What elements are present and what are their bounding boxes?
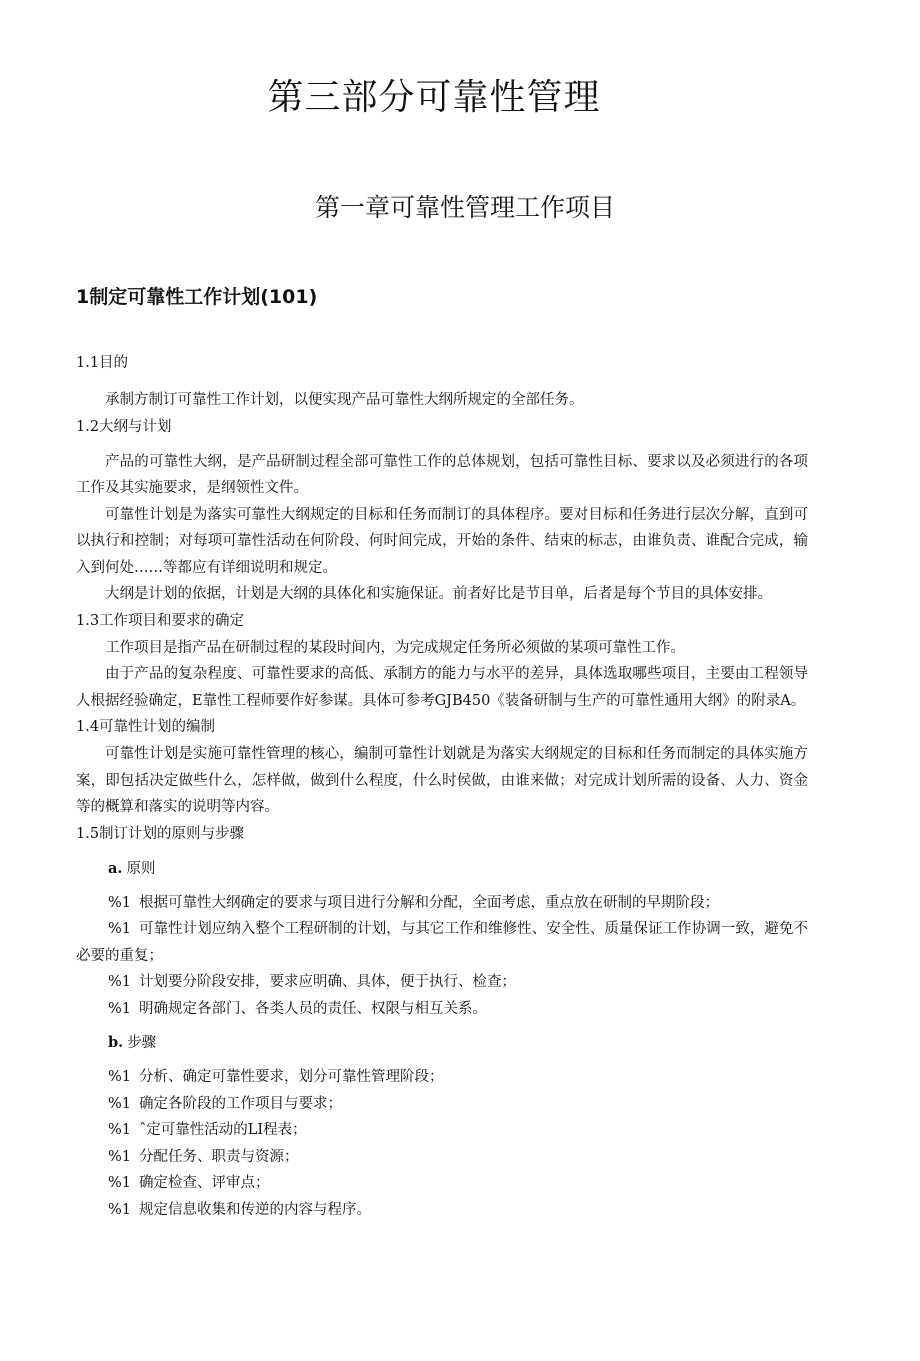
subsection-heading-1-4: 1.4可靠性计划的编制 (76, 719, 216, 735)
paragraph-selection: 由于产品的复杂程度、可靠性要求的高低、承制方的能力与水平的差异，具体选取哪些项目，主要由工程领导人根据经验确定，E靠性工程师要作好参谋。具体可参考GJB450《装备研制与生产的可靠性通用大纲》的附录A。 (76, 666, 808, 709)
list-item: %1 分配任务、职责与资源； (108, 1148, 299, 1165)
subsection-heading-1-5: 1.5制订计划的原则与步骤 (76, 825, 245, 842)
list-item: %1 明确规定各部门、各类人员的责任、权限与相互关系。 (108, 1000, 488, 1017)
list-item: %1 计划要分阶段安排，要求应明确、具体，便于执行、检查； (108, 974, 517, 990)
section-title: 1制定可靠性工作计划(101) (76, 286, 318, 308)
subsection-heading-1-2: 1.2大纲与计划 (76, 418, 172, 435)
subsection-heading-1-3: 1.3工作项目和要求的确定 (76, 612, 245, 629)
list-item: %1 根据可靠性大纲确定的要求与项目进行分解和分配，全面考虑，重点放在研制的早期阶段； (108, 894, 720, 911)
paragraph-work-items: 工作项目是指产品在研制过程的某段时间内，为完成规定任务所必须做的某项可靠性工作。 (105, 639, 685, 656)
steps-heading: b. 步骤 (108, 1034, 157, 1051)
list-item: %1 分析、确定可靠性要求，划分可靠性管理阶段； (108, 1069, 444, 1085)
principles-heading: a. 原则 (108, 859, 156, 877)
list-item: %1 规定信息收集和传逆的内容与程序。 (108, 1201, 372, 1218)
paragraph-purpose: 承制方制订可靠性工作计划，以便实现产品可靠性大纲所规定的全部任务。 (105, 392, 584, 408)
list-item: %1 ˆ定可靠性活动的LI程表； (108, 1122, 307, 1138)
document-body (76, 350, 808, 1223)
part-title: 第三部分可靠性管理 (267, 77, 601, 118)
chapter-title: 第一章可靠性管理工作项目 (314, 193, 615, 222)
paragraph-relation: 大纲是计划的依据，计划是大纲的具体化和实施保证。前者好比是节目单，后者是每个节目的具体安排。 (105, 586, 772, 602)
paragraph-plan: 可靠性计划是为落实可靠性大纲规定的目标和任务而制订的具体程序。要对目标和任务进行层次分解，直到可以执行和控制；对每项可靠性活动在何阶段、何时间完成，开始的条件、结束的标志，由谁负责、谁配合完成，输入到何处……等都应有详细说明和规定。 (76, 506, 808, 576)
paragraph-outline: 产品的可靠性大纲，是产品研制过程全部可靠性工作的总体规划，包括可靠性目标、要求以及必须进行的各项工作及其实施要求，是纲领性文件。 (76, 453, 808, 496)
list-item: %1 确定检查、评审点； (108, 1175, 270, 1191)
list-item: %1 确定各阶段的工作项目与要求； (108, 1095, 343, 1112)
subsection-heading-1-1: 1.1目的 (76, 355, 129, 371)
list-item: %1 可靠性计划应纳入整个工程研制的计划，与其它工作和维修性、安全性、质量保证工作协调一致，避免不必要的重复； (76, 921, 808, 964)
paragraph-plan-core: 可靠性计划是实施可靠性管理的核心，编制可靠性计划就是为落实大纲规定的目标和任务而制定的具体实施方案，即包括决定做些什么，怎样做，做到什么程度，什么时侯做，由谁来做；对完成计划所需的设备、人力、资金等的概算和落实的说明等内容。 (76, 746, 808, 815)
